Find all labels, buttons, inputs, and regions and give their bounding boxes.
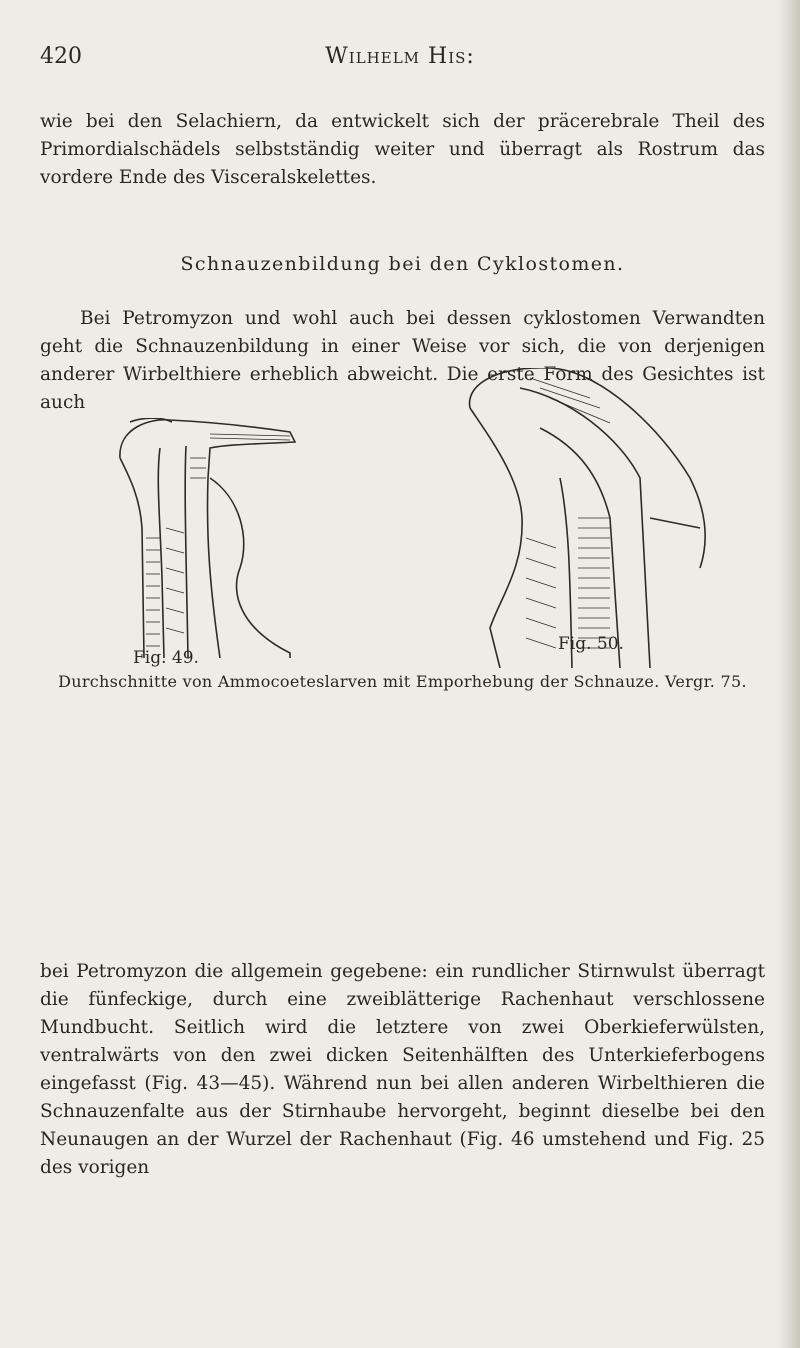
running-title: Wilhelm His: [325,44,475,69]
fig-50-illustration [460,368,720,668]
paragraph-1: wie bei den Selachiern, da entwickelt sich der präcerebrale Theil des Primordialschädels selbstständig weiter und überragt als Rostrum das vordere Ende des Visceralskelettes. [40,111,765,188]
section-heading: Schnauzenbildung bei den Cyklostomen. [180,253,625,275]
fig-49-drawing [90,418,320,658]
fig-50-label: Fig. 50. [558,634,624,654]
fig-50-drawing [460,368,720,668]
paragraph-2: Bei Petromyzon und wohl auch bei dessen cyklostomen Verwandten geht die Schnauzenbildung in einer Weise vor sich, die von derjenigen anderer Wirbelthiere erheblich abweicht. Die erste Form des Gesichtes ist auch [40,308,765,413]
figures-block [90,368,710,668]
fig-49-label: Fig. 49. [133,648,199,668]
paragraph-3: bei Petromyzon die allgemein gegebene: ein rundlicher Stirnwulst überragt die fünfeckige, durch eine zweiblätterige Rachenhaut verschlossene Mundbucht. Seitlich wird die letztere von zwei Oberkieferwülsten, ventralwärts von den zwei dicken Seitenhälften des Unterkieferbogens eingefasst (Fig. 43—45). Während nun bei allen anderen Wirbelthieren die Schnauzenfalte aus der Stirnhaube hervorgeht, beginnt dieselbe bei den Neunaugen an der Wurzel der Rachenhaut (Fig. 46 umstehend und Fig. 25 des vorigen [40,961,765,1178]
page-header [40,44,760,80]
figure-caption: Durchschnitte von Ammocoeteslarven mit Emporhebung der Schnauze. Vergr. 75. [58,672,747,691]
fig-49-illustration [90,418,320,658]
page-number: 420 [40,44,82,69]
page-edge-shadow [778,0,800,1348]
